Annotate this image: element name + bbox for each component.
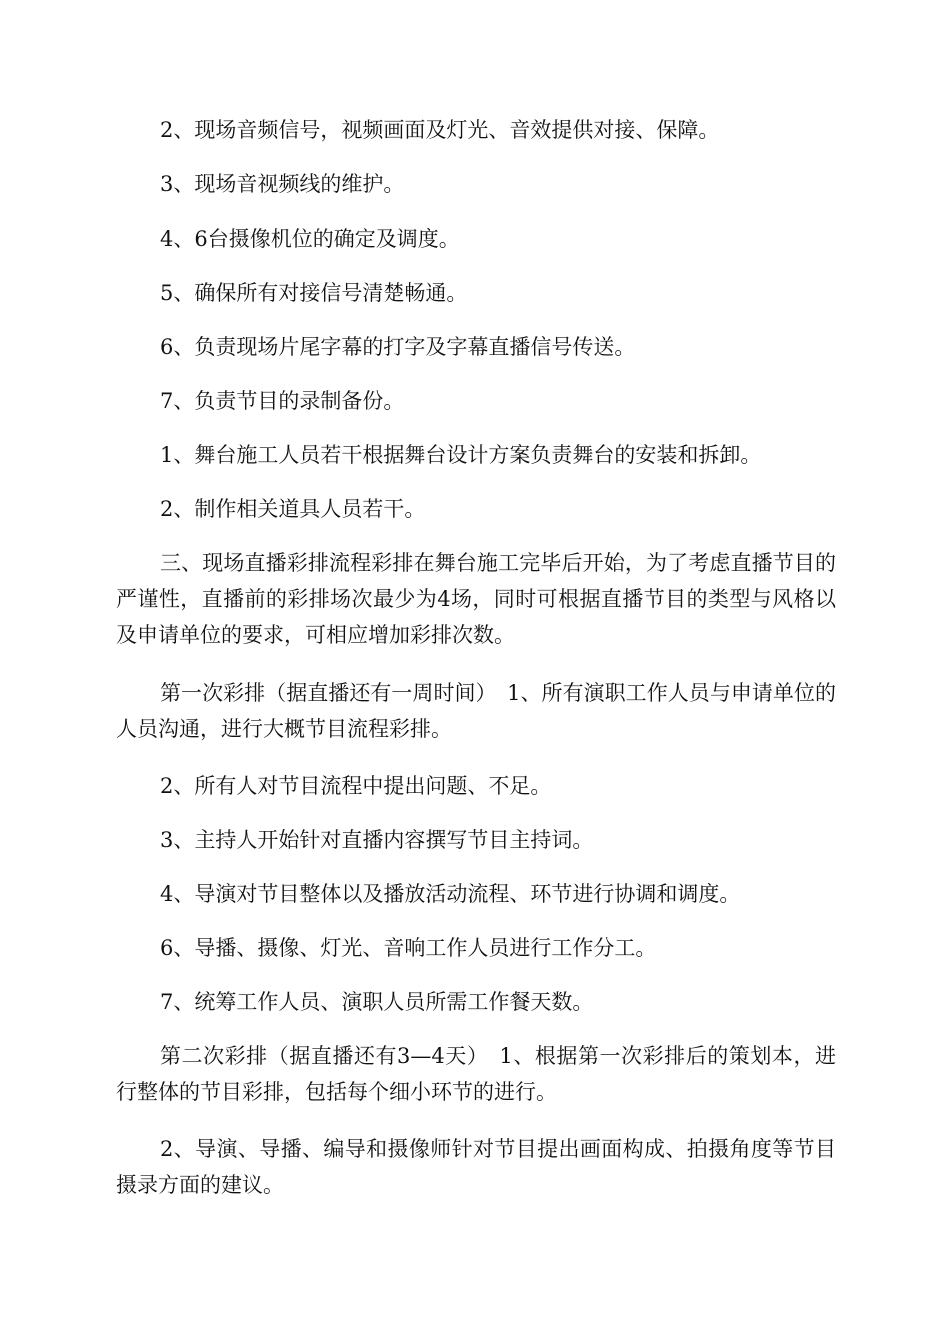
paragraph-11: 2、所有人对节目流程中提出问题、不足。: [160, 774, 552, 798]
paragraph-8: 2、制作相关道具人员若干。: [160, 497, 426, 521]
paragraph-12: 3、主持人开始针对直播内容撰写节目主持词。: [160, 828, 594, 852]
paragraph-14: 6、导播、摄像、灯光、音响工作人员进行工作分工。: [160, 936, 657, 960]
paragraph-2: 3、现场音视频线的维护。: [160, 172, 405, 196]
paragraph-6: 7、负责节目的录制备份。: [160, 389, 405, 413]
paragraph-10: 第一次彩排（据直播还有一周时间） 1、所有演职工作人员与申请单位的人员沟通，进行大概节目流程彩排。: [116, 681, 836, 741]
paragraph-9: 三、现场直播彩排流程彩排在舞台施工完毕后开始，为了考虑直播节目的严谨性，直播前的彩排场次最少为4场，同时可根据直播节目的类型与风格以及申请单位的要求，可相应增加彩排次数。: [116, 551, 836, 647]
paragraph-3: 4、6台摄像机位的确定及调度。: [160, 227, 460, 251]
paragraph-1: 2、现场音频信号，视频画面及灯光、音效提供对接、保障。: [160, 118, 720, 142]
paragraph-17: 2、导演、导播、编导和摄像师针对节目提出画面构成、拍摄角度等节目摄录方面的建议。: [116, 1137, 836, 1197]
paragraph-7: 1、舞台施工人员若干根据舞台设计方案负责舞台的安装和拆卸。: [160, 443, 762, 467]
paragraph-15: 7、统筹工作人员、演职人员所需工作餐天数。: [160, 990, 594, 1014]
paragraph-13: 4、导演对节目整体以及播放活动流程、环节进行协调和调度。: [160, 882, 741, 906]
paragraph-16: 第二次彩排（据直播还有3—4天） 1、根据第一次彩排后的策划本，进行整体的节目彩排，包括每个细小环节的进行。: [116, 1044, 836, 1104]
paragraph-5: 6、负责现场片尾字幕的打字及字幕直播信号传送。: [160, 335, 636, 359]
paragraph-4: 5、确保所有对接信号清楚畅通。: [160, 281, 468, 305]
